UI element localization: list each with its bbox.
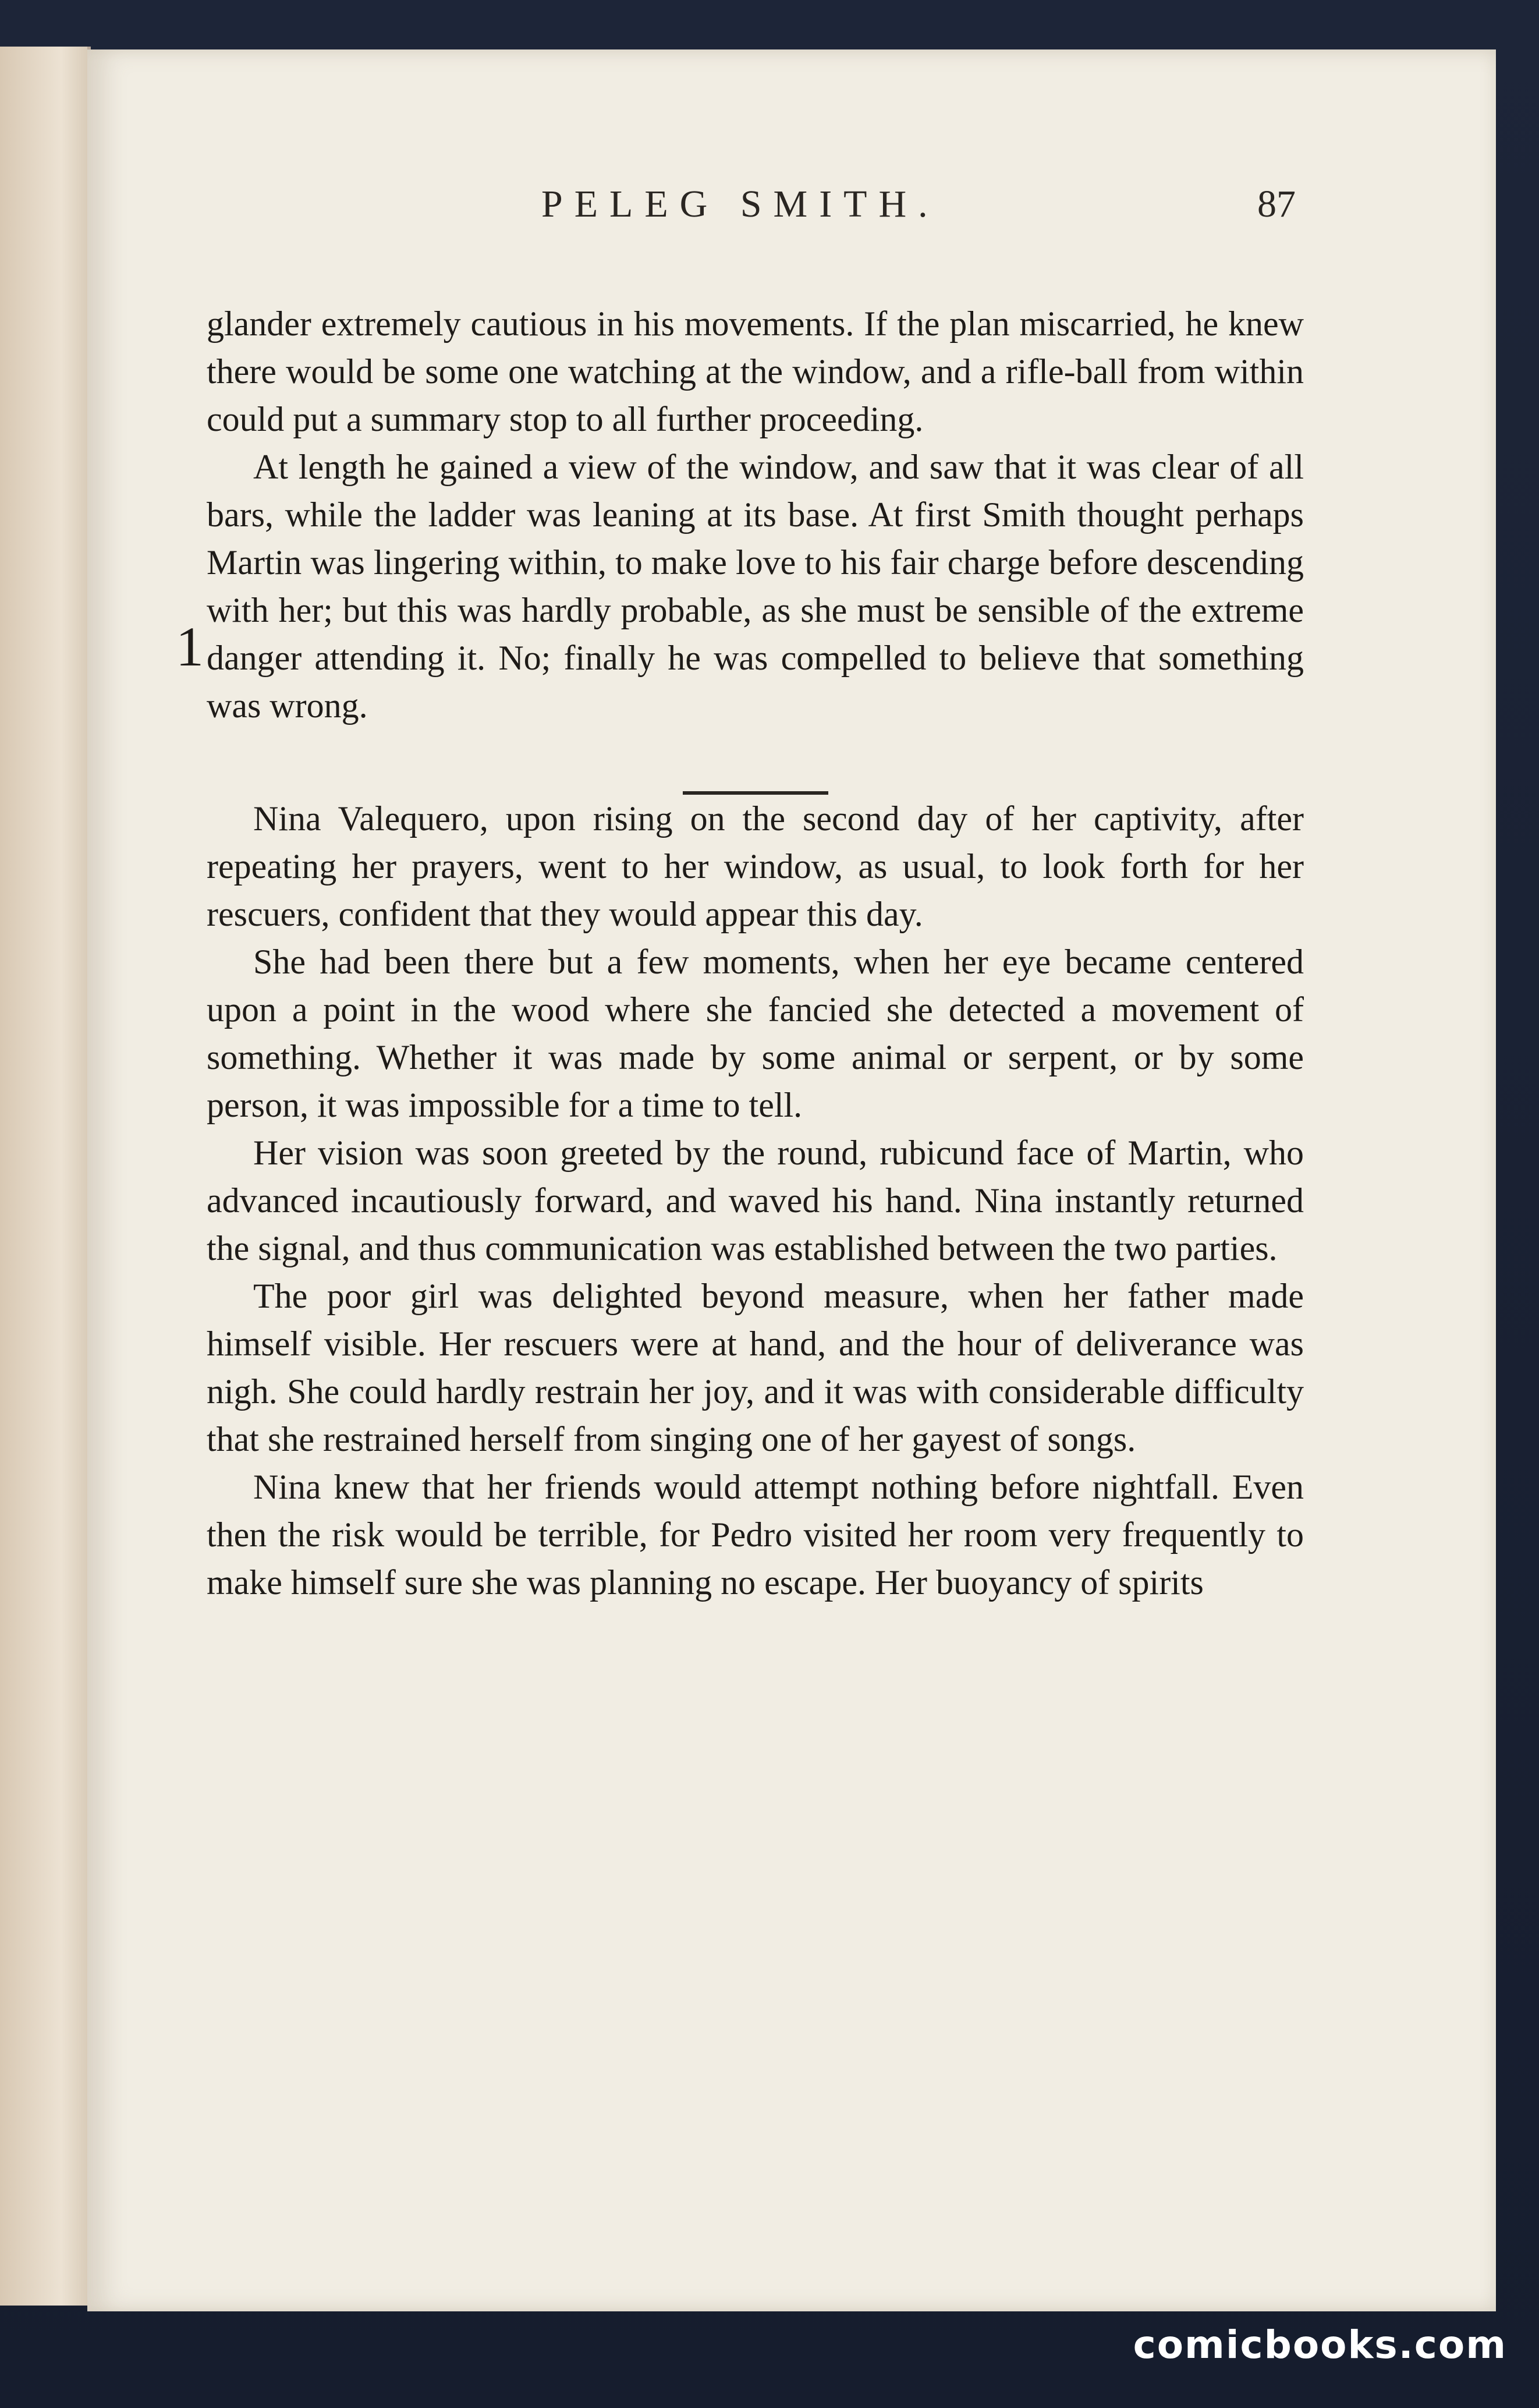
running-title: PELEG SMITH. [541,183,939,225]
paragraph: The poor girl was delighted beyond measure, when her father made himself visible. Her rescuers were at hand, and the hour of deliverance was nigh. She could hardly restrain her joy, and it was with considerable difficulty that she restrained herself from singing one of her gayest of songs. [207,1277,1304,1458]
watermark: comicbooks.com [1133,2322,1507,2367]
margin-mark: 1 [176,615,204,678]
paragraph: glander extremely cautious in his movements. If the plan miscarried, he knew there would be some one watching at the window, and a rifle-ball from within could put a summary stop to all further proceeding. [207,304,1304,438]
page-number: 87 [1257,183,1296,225]
paragraph: Nina Valequero, upon rising on the second day of her captivity, after repeating her prayers, went to her window, as usual, to look forth for her rescuers, confident that they would appear this day. [207,799,1304,933]
paragraph: Nina knew that her friends would attempt nothing before nightfall. Even then the risk would be terrible, for Pedro visited her room very frequently to make himself sure she was planning no escape. Her buoyancy of spirits [207,1468,1304,1602]
book-page [87,49,1496,2311]
facing-page-edge [0,47,91,2306]
paragraph: At length he gained a view of the window, and saw that it was clear of all bars, while the ladder was leaning at its base. At first Smith thought perhaps Martin was lingering within, to make love to his fair charge before descending with her; but this was hardly probable, as she must be sensible of the extreme danger attending it. No; finally he was compelled to believe that something was wrong. [207,448,1304,725]
body-text [207,300,1304,1606]
paragraph: She had been there but a few moments, when her eye became centered upon a point in the wood where she fancied she detected a movement of something. Whether it was made by some animal or serpent, or by some person, it was impossible for a time to tell. [207,943,1304,1124]
running-head [87,182,1496,252]
paragraph: Her vision was soon greeted by the round, rubicund face of Martin, who advanced incautiously forward, and waved his hand. Nina instantly returned the signal, and thus communication was established between the two parties. [207,1134,1304,1267]
